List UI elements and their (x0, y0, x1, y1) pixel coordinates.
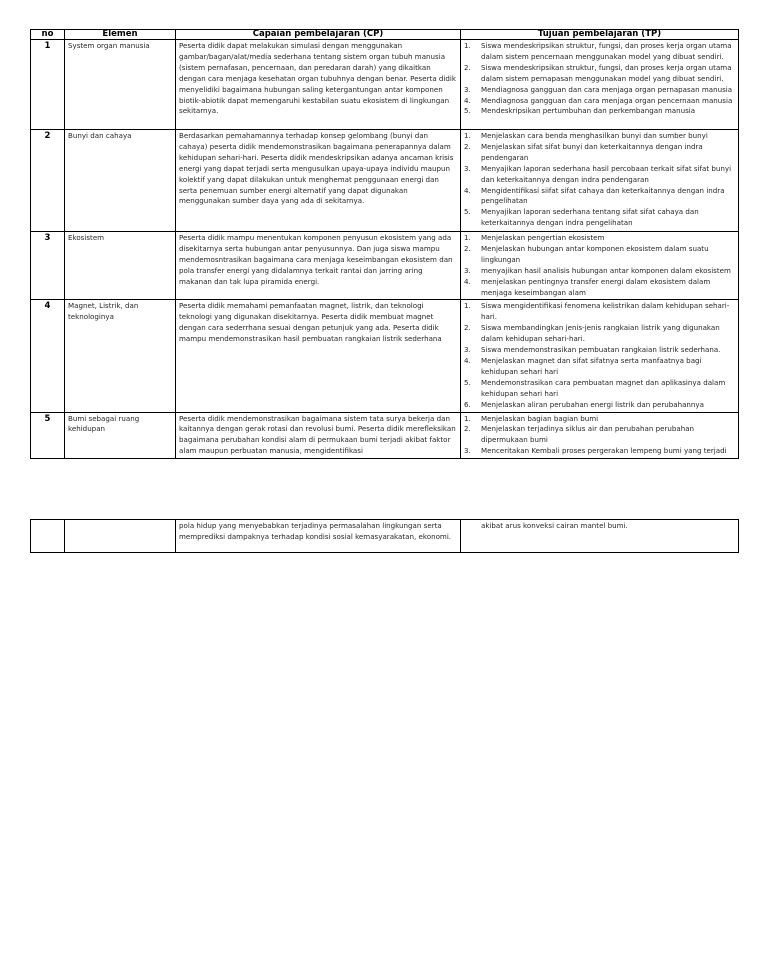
row-tp (461, 130, 739, 232)
tp-item (464, 414, 735, 425)
tp-item-number: 4. (464, 276, 471, 286)
tp-item-text: Menceritakan Kembali proses pergerakan lempeng bumi yang terjadi (481, 446, 727, 456)
tp-item-text: Siswa mendeskripsikan struktur, fungsi, dan proses kerja organ utama dalam sistem pernapasan menggunakan model yang dibuat sendiri. (481, 62, 732, 83)
row-tp (461, 232, 739, 300)
tp-item (464, 106, 735, 117)
tp-item-number: 3. (464, 345, 471, 355)
tp-item-text: Menjelaskan pengertian ekosistem (481, 233, 605, 242)
tp-item-text: Menjelaskan sifat sifat bunyi dan keterkaitannya dengan indra pendengaran (481, 141, 703, 162)
tp-item-text: menyajikan hasil analisis hubungan antar komponen dalam ekosistem (481, 265, 731, 275)
row-number: 4 (31, 300, 65, 412)
tp-item (464, 131, 735, 142)
tp-item-text: Menjelaskan terjadinya siklus air dan perubahan perubahan dipermukaan bumi (481, 424, 695, 445)
tp-item (464, 378, 735, 400)
tp-item (464, 356, 735, 378)
tp-item-number: 3. (464, 163, 471, 173)
tp-item (464, 400, 735, 411)
row-elemen: Magnet, Listrik, dan teknologinya (65, 300, 176, 412)
tp-item-text: Siswa mendemonstrasikan pembuatan rangkaian listrik sederhana. (481, 345, 721, 355)
tp-item-number: 2. (464, 323, 471, 333)
tp-item (464, 424, 735, 446)
tp-item-text: Menjelaskan aliran perubahan energi listrik dan perubahannya (481, 399, 704, 409)
row-cp: Berdasarkan pemahamannya terhadap konsep gelombang (bunyi dan cahaya) peserta didik mendemonstrasikan bagaimana penerapannya dalam kehidupan sehari-hari. Peserta didik mendeskripsikan adanya ancaman krisis energi yang dapat terjadi serta mengusulkan upaya-upaya individu maupun kolektif yang dapat dilakukan untuk menghemat penggunaan energi dan serta penemuan sumber energi alternatif yang dapat digunakan menggunakan sumber daya yang ada di sekitarnya. (176, 130, 461, 232)
tp-item-number: 1. (464, 131, 471, 140)
tp-item-text: Siswa mendeskripsikan struktur, fungsi, dan proses kerja organ utama dalam sistem pencernaan menggunakan model yang dibuat sendiri. (481, 41, 732, 61)
tp-item-text: Mendiagnosa gangguan dan cara menjaga organ pencernaan manusia (481, 95, 733, 105)
tp-item-number: 2. (464, 424, 471, 434)
tp-item (464, 301, 735, 323)
tp-item-number: 3. (464, 84, 471, 94)
tp-item (464, 164, 735, 186)
tp-item (464, 63, 735, 85)
row-tp (461, 412, 739, 459)
header-no: no (31, 30, 65, 40)
tp-list (464, 301, 735, 410)
tp-item (464, 207, 735, 229)
tp-item-text: Menyajikan laporan sederhana tentang sifat sifat cahaya dan keterkaitannya dengan indra pengelihatan (481, 207, 699, 228)
tp-item-number: 5. (464, 207, 471, 217)
row-number: 1 (31, 40, 65, 130)
tp-item-text: Siswa mengidentifikasi fenomena kelistrikan dalam kehidupan sehari-hari. (481, 301, 730, 322)
table-row (31, 130, 739, 232)
tp-item-text: Mendemonstrasikan cara pembuatan magnet dan aplikasinya dalam kehidupan sehari hari (481, 377, 726, 398)
tp-item (464, 142, 735, 164)
continuation-tp-text: akibat arus konveksi cairan mantel bumi. (481, 521, 628, 530)
tp-item-text: Mendeskripsikan pertumbuhan dan perkembangan manusia (481, 106, 696, 116)
tp-item (464, 96, 735, 107)
continuation-cp: pola hidup yang menyebabkan terjadinya permasalahan lingkungan serta memprediksi dampaknya terhadap kondisi sosial kemasyarakatan, ekonomi. (176, 520, 461, 553)
tp-item-text: Mendiagnosa gangguan dan cara menjaga organ pernapasan manusia (481, 84, 733, 94)
tp-list (464, 131, 735, 229)
tp-item-number: 2. (464, 141, 471, 151)
table-row (31, 40, 739, 130)
tp-item-number: 2. (464, 243, 471, 253)
tp-list (464, 41, 735, 117)
row-number: 3 (31, 232, 65, 300)
table-row (31, 520, 739, 553)
row-tp (461, 300, 739, 412)
tp-item (464, 277, 735, 299)
tp-item-number: 1. (464, 233, 471, 242)
tp-item-text: Menyajikan laporan sederhana hasil percobaan terkait sifat sifat bunyi dan keterkaitannya dengan indra pendengaran (481, 163, 732, 184)
tp-item-number: 4. (464, 95, 471, 105)
tp-item-number: 5. (464, 106, 471, 116)
row-cp: Peserta didik mendemonstrasikan bagaimana sistem tata surya bekerja dan kaitannya dengan gerak rotasi dan revolusi bumi. Peserta didik merefleksikan bagaimana perubahan kondisi alam di permukaan bumi terjadi akibat faktor alam maupun perbuatan manusia, mengidentifikasi (176, 412, 461, 459)
row-cp: Peserta didik dapat melakukan simulasi dengan menggunakan gambar/bagan/alat/media sederhana tentang sistem organ tubuh manusia (sistem pernafasan, pencernaan, dan peredaran darah) yang dikaitkan dengan cara menjaga kesehatan organ tubuhnya dengan benar. Peserta didik menyelidiki bagaimana hubungan saling ketergantungan antar komponen biotik-abiotik dapat memengaruhi kestabilan suatu ekosistem di lingkungan sekitarnya. (176, 40, 461, 130)
tp-item-text: Menjelaskan cara benda menghasilkan bunyi dan sumber bunyi (481, 131, 708, 140)
header-elemen: Elemen (65, 30, 176, 40)
header-cp: Capaian pembelajaran (CP) (176, 30, 461, 40)
tp-item-number: 3. (464, 446, 471, 456)
row-cp: Peserta didik mampu menentukan komponen penyusun ekosistem yang ada disekitarnya serta hubungan antar penyusunnya. Dan juga siswa mampu mendemosntrasikan bagaimana cara menjaga keseimbangan ekosistem dan pola transfer energi yang didalamnya terkait rantai dan jarring aring makanan dan tak lupa piramida energi. (176, 232, 461, 300)
tp-item (464, 186, 735, 208)
tp-item-number: 2. (464, 62, 471, 72)
tp-list (464, 233, 735, 298)
continuation-elemen-cell (65, 520, 176, 553)
tp-item-text: Menjelaskan bagian bagian bumi (481, 413, 599, 423)
tp-item-text: menjelaskan pentingnya transfer energi dalam ekosistem dalam menjaga keseimbangan alam (481, 276, 711, 297)
row-elemen: Ekosistem (65, 232, 176, 300)
tp-item-number: 5. (464, 377, 471, 387)
table-row (31, 232, 739, 300)
row-number: 5 (31, 412, 65, 459)
tp-item (464, 41, 735, 63)
row-elemen: System organ manusia (65, 40, 176, 130)
tp-item (464, 446, 735, 457)
table-row (31, 300, 739, 412)
continuation-no-cell (31, 520, 65, 553)
tp-list (464, 414, 735, 458)
tp-item-number: 1. (464, 301, 471, 311)
continuation-tp (461, 520, 739, 553)
learning-objectives-table (30, 29, 739, 459)
tp-item-text: Menjelaskan hubungan antar komponen ekosistem dalam suatu lingkungan (481, 243, 709, 264)
tp-item (464, 266, 735, 277)
tp-item (464, 244, 735, 266)
tp-item (464, 345, 735, 356)
row-elemen: Bumi sebagai ruang kehidupan (65, 412, 176, 459)
header-row (31, 30, 739, 40)
table-row (31, 412, 739, 459)
row-tp (461, 40, 739, 130)
tp-item (464, 323, 735, 345)
row-cp: Peserta didik memahami pemanfaatan magnet, listrik, dan teknologi teknologi yang digunakan disekitarnya. Peserta didik membuat magnet dengan cara sederrhana sesuai dengan petunjuk yang ada. Peserta didik mampu mendemonstrasikan hasil pembuatan rangkaian listrik sederhana (176, 300, 461, 412)
tp-item (464, 85, 735, 96)
tp-item-number: 6. (464, 399, 471, 409)
header-tp: Tujuan pembelajaran (TP) (461, 30, 739, 40)
tp-item (464, 233, 735, 244)
row-elemen: Bunyi dan cahaya (65, 130, 176, 232)
continuation-table (30, 519, 739, 553)
row-number: 2 (31, 130, 65, 232)
tp-item-text: Mengidentifikasi siifat sifat cahaya dan keterkaitannya dengan indra pengelihatan (481, 185, 725, 206)
tp-item-number: 1. (464, 41, 471, 50)
tp-item-number: 1. (464, 413, 471, 423)
tp-item-number: 4. (464, 355, 471, 365)
tp-item-text: Menjelaskan magnet dan sifat sifatnya serta manfaatnya bagi kehidupan sehari hari (481, 355, 702, 376)
tp-item-number: 4. (464, 185, 471, 195)
tp-item-text: Siswa membandingkan jenis-jenis rangkaian listrik yang digunakan dalam kehidupan sehari-hari. (481, 323, 720, 344)
tp-item-number: 3. (464, 265, 471, 275)
